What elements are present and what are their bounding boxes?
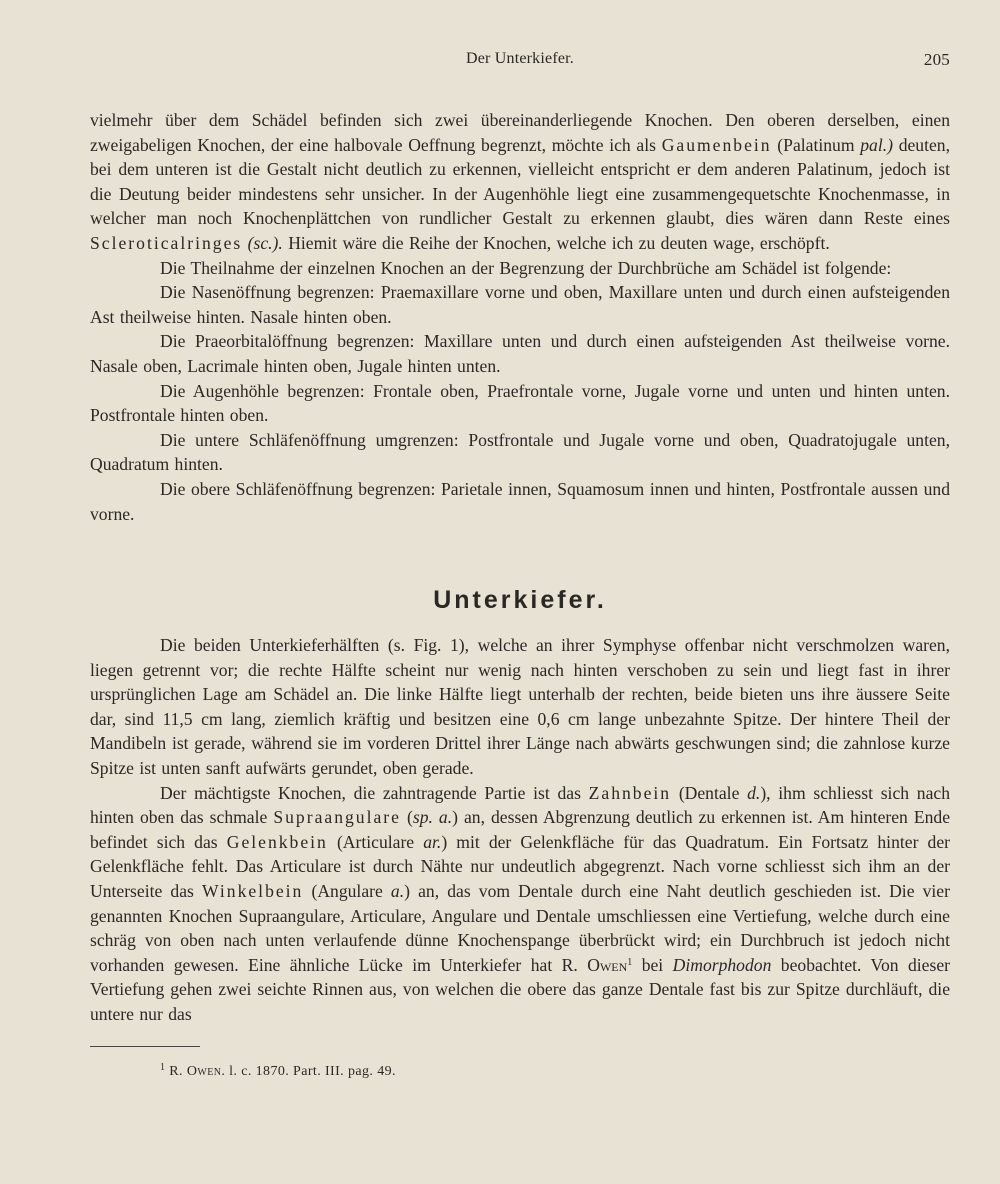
paragraph-obere-schlaefenoeffnung: Die obere Schläfenöffnung begrenzen: Parietale innen, Squamosum innen und hinten, Postfrontale aussen und vorne. bbox=[90, 478, 950, 524]
paragraph-palatinum bbox=[90, 108, 950, 256]
text-run: R. bbox=[165, 1064, 187, 1079]
paragraph-nasenoeffnung: Die Nasenöffnung begrenzen: Praemaxillare vorne und oben, Maxillare unten und durch einen aufsteigenden Ast theilweise hinten. Nasale hinten oben. bbox=[90, 282, 950, 327]
abbrev-sp-a: sp. a. bbox=[412, 807, 453, 828]
paragraph-augenhoehle: Die Augenhöhle begrenzen: Frontale oben, Praefrontale vorne, Jugale vorne und unten und hinten unten. Postfrontale hinten oben. bbox=[90, 380, 950, 426]
paragraph-unterkieferhaelften: Die beiden Unterkieferhälften (s. Fig. 1), welche an ihrer Symphyse offenbar nicht verschmolzen waren, liegen getrennt vor; die rechte Hälfte scheint nur wenig nach hinten verschoben zu sein und liegt fast in ihrer ursprünglichen Lage am Schädel an. Die linke Hälfte liegt unterhalb der rechten, beide bieten uns ihre äussere Seite dar, sind 11,5 cm lang, ziemlich kräftig und besitzen eine 0,6 cm lange unbezahnte Spitze. Der hintere Theil der Mandibeln ist gerade, während sie im vorderen Drittel ihrer Länge nach abwärts geschwungen sind; die zahnlose kurze Spitze ist unten sanft aufwärts gerundet, oben gerade. bbox=[90, 635, 950, 778]
footnote bbox=[160, 1064, 396, 1080]
text-run: ), ihm schliesst sich nach hinten oben das schmale bbox=[90, 782, 950, 828]
footnote-rule bbox=[90, 1046, 200, 1047]
text-block-skull bbox=[90, 108, 950, 526]
abbrev-sc: (sc.). bbox=[247, 232, 283, 253]
footnote-author: Owen bbox=[186, 1064, 222, 1079]
section-heading: Unterkiefer. bbox=[433, 586, 607, 614]
footnote-marker: 1 bbox=[160, 1062, 166, 1073]
running-header bbox=[90, 50, 950, 72]
footnote-ref[interactable]: 1 bbox=[627, 956, 633, 968]
text-run: (Palatinum bbox=[771, 134, 861, 155]
text-run: ) mit der Gelenkfläche für das Quadratum. Ein Fortsatz hinter der Gelenkfläche fehlt. Das Articulare ist durch Nähte nur undeutlich abgegrenzt. Nach vorne schliesst sich ihm an der Unterseite das bbox=[90, 831, 950, 901]
abbrev-ar: ar. bbox=[423, 831, 442, 852]
text-run: Hiemit wäre die Reihe der Knochen, welche ich zu deuten wage, erschöpft. bbox=[282, 232, 830, 253]
text-run: bei bbox=[632, 954, 673, 975]
text-run: ) an, dessen Abgrenzung deutlich zu erkennen ist. Am hinteren Ende befindet sich das bbox=[90, 807, 951, 852]
abbrev-a: a. bbox=[390, 880, 405, 901]
text-run: vielmehr über dem Schädel befinden sich zwei übereinanderliegende Knochen. Den oberen derselben, einen zweigabeligen Knochen, der eine halbovale Oeffnung begrenzt, möchte ich als bbox=[90, 110, 950, 155]
author-owen: Owen bbox=[587, 954, 628, 975]
text-run: deuten, bei dem unteren ist die Gestalt nicht deutlich zu erkennen, vielleicht entspricht er dem anderen Palatinum, jedoch ist die Deutung beider mindestens sehr unsicher. In der Augenhöhle liegt eine zusammengequetschte Knochenmasse, in welcher man noch Knochenplättchen von rundlicher Gestalt zu erkennen glaubt, dies wären dann Reste eines bbox=[90, 134, 950, 229]
term-gelenkbein: Gelenkbein bbox=[226, 831, 328, 852]
term-winkelbein: Winkelbein bbox=[201, 880, 304, 901]
abbrev-pal: pal.) bbox=[860, 134, 893, 155]
text-run: ( bbox=[400, 807, 413, 828]
abbrev-d: d. bbox=[747, 782, 761, 803]
paragraph-untere-schlaefenoeffnung: Die untere Schläfenöffnung umgrenzen: Postfrontale und Jugale vorne und oben, Quadratojugale unten, Quadratum hinten. bbox=[90, 429, 950, 475]
paragraph-mandible-bones bbox=[90, 781, 950, 1027]
term-supraangulare: Supraangulare bbox=[273, 807, 401, 828]
text-run: ) an, das vom Dentale durch eine Naht deutlich geschieden ist. Die vier genannten Knochen Supraangulare, Articulare, Angulare und Dentale umschliessen eine Vertiefung, welche durch eine schräg von oben nach unten verlaufende dünne Knochenspange überbrückt wird; ein Durchbruch ist jedoch nicht vorhanden gewesen. Eine ähnliche Lücke im Unterkiefer hat R. bbox=[90, 880, 950, 975]
taxon-dimorphodon: Dimorphodon bbox=[672, 954, 772, 975]
text-run: (Angulare bbox=[303, 880, 391, 901]
text-run: . l. c. 1870. Part. III. pag. 49. bbox=[221, 1064, 396, 1079]
term-zahnbein: Zahnbein bbox=[588, 782, 672, 803]
text-run: (Articulare bbox=[327, 831, 424, 852]
term-scleroticalringes: Scleroticalringes bbox=[90, 232, 243, 253]
running-title: Der Unterkiefer. bbox=[465, 50, 575, 67]
paragraph-intro-openings: Die Theilnahme der einzelnen Knochen an der Begrenzung der Durchbrüche am Schädel ist folgende: bbox=[160, 257, 892, 278]
text-run: (Dentale bbox=[671, 782, 748, 803]
term-gaumenbein: Gaumenbein bbox=[661, 134, 772, 155]
text-block-mandible bbox=[90, 633, 950, 1027]
text-run: Der mächtigste Knochen, die zahntragende Partie ist das bbox=[160, 782, 589, 803]
page-number: 205 bbox=[923, 50, 950, 69]
paragraph-praeorbitaloeffnung: Die Praeorbitalöffnung begrenzen: Maxillare unten und durch einen aufsteigenden Ast theilweise vorne. Nasale oben, Lacrimale hinten oben, Jugale hinten unten. bbox=[90, 331, 950, 376]
text-run: beobachtet. Von dieser Vertiefung gehen zwei seichte Rinnen aus, von welchen die obere das ganze Dentale fast bis zur Spitze durchläuft, die untere nur das bbox=[90, 954, 951, 1024]
